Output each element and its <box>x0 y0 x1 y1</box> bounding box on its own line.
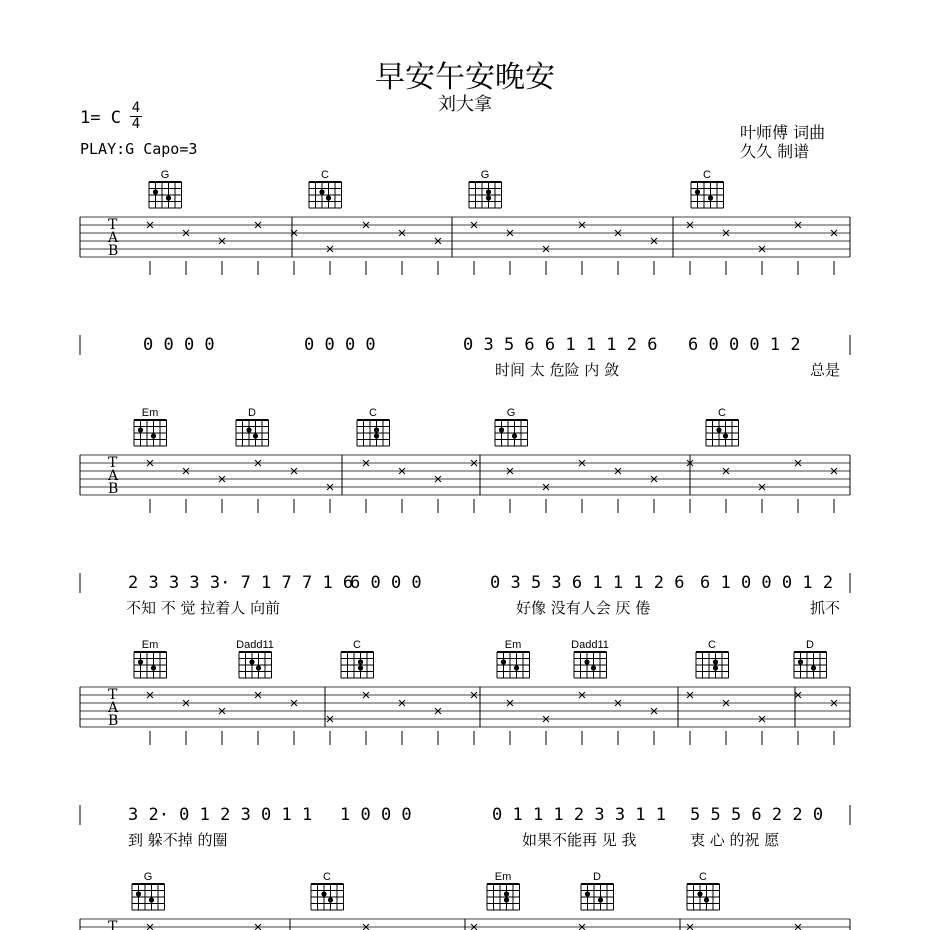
tab-clef-letter: B <box>108 481 119 497</box>
lyric-line: 不知 不 觉 拉着人 向前 <box>126 599 281 617</box>
lyric-line: 好像 没有人会 厌 倦 <box>516 599 651 617</box>
chord-finger-dot <box>321 891 326 896</box>
jianpu-notes: 6 0 0 0 <box>350 573 422 593</box>
chord-finger-dot <box>798 659 803 664</box>
jianpu-notes: 6 1 0 0 0 1 2 <box>700 573 834 593</box>
chord-name: D <box>593 871 601 883</box>
jianpu-notes: 0 3 5 6 6 1 1 1 2 6 <box>463 335 658 355</box>
jianpu-notes: 0 1 1 1 2 3 3 1 1 <box>492 805 666 825</box>
song-artist: 刘大拿 <box>438 94 492 115</box>
lyric-line: 衷 心 的祝 愿 <box>690 831 780 849</box>
jianpu-notes: 0 0 0 0 <box>143 335 215 355</box>
chord-name: D <box>248 407 256 419</box>
chord-name: C <box>703 169 711 181</box>
chord-finger-dot <box>585 891 590 896</box>
time-top: 4 <box>131 100 141 116</box>
chord-finger-dot <box>504 891 509 896</box>
transcriber-credit: 久久 制谱 <box>740 142 810 161</box>
jianpu-notes: 6 0 0 0 1 2 <box>688 335 801 355</box>
chord-finger-dot <box>584 659 589 664</box>
time-bottom: 4 <box>131 116 141 132</box>
chord-name: C <box>708 639 716 651</box>
chord-finger-dot <box>713 665 718 670</box>
chord-name: C <box>369 407 377 419</box>
chord-finger-dot <box>149 897 154 902</box>
chord-finger-dot <box>319 189 324 194</box>
chord-finger-dot <box>249 659 254 664</box>
play-capo-info: PLAY:G Capo=3 <box>80 140 198 158</box>
tab-clef-letter: T <box>108 455 118 471</box>
jianpu-notes: 0 3 5 3 6 1 1 1 2 6 <box>490 573 685 593</box>
lyric-line: 抓不 <box>810 599 841 617</box>
chord-finger-dot <box>151 433 156 438</box>
chord-finger-dot <box>326 195 331 200</box>
chord-finger-dot <box>512 433 517 438</box>
chord-name: C <box>718 407 726 419</box>
chord-finger-dot <box>713 659 718 664</box>
chord-name: D <box>806 639 814 651</box>
chord-name: Dadd11 <box>236 639 274 651</box>
chord-finger-dot <box>811 665 816 670</box>
chord-finger-dot <box>256 665 261 670</box>
tab-clef-letter: A <box>108 468 119 484</box>
chord-finger-dot <box>504 897 509 902</box>
tab-clef-letter: B <box>108 243 119 259</box>
chord-name: Em <box>141 407 159 419</box>
chord-finger-dot <box>486 195 491 200</box>
chord-name: C <box>353 639 361 651</box>
jianpu-notes: 2 3 3 3 3· 7 1 7 7 1 6 <box>128 573 354 593</box>
chord-finger-dot <box>708 195 713 200</box>
chord-finger-dot <box>723 433 728 438</box>
chord-name: C <box>699 871 707 883</box>
chord-finger-dot <box>499 427 504 432</box>
chord-finger-dot <box>598 897 603 902</box>
chord-name: G <box>480 169 490 181</box>
tab-clef-letter: T <box>108 217 118 233</box>
jianpu-notes: 5 5 5 6 2 2 0 <box>690 805 824 825</box>
jianpu-notes: 0 0 0 0 <box>304 335 376 355</box>
jianpu-notes: 1 0 0 0 <box>340 805 412 825</box>
chord-finger-dot <box>138 659 143 664</box>
chord-finger-dot <box>704 897 709 902</box>
tab-clef-letter: A <box>108 230 119 246</box>
chord-name: G <box>160 169 170 181</box>
key-signature: 1= C <box>80 108 121 128</box>
tab-clef-letter: T <box>108 687 118 703</box>
chord-name: G <box>143 871 153 883</box>
tab-clef-letter: B <box>108 713 119 729</box>
chord-name: G <box>506 407 516 419</box>
chord-name: Em <box>494 871 512 883</box>
chord-name: Em <box>504 639 522 651</box>
chord-name: Dadd11 <box>571 639 609 651</box>
chord-finger-dot <box>486 189 491 194</box>
chord-finger-dot <box>358 665 363 670</box>
chord-finger-dot <box>374 433 379 438</box>
song-title: 早安午安晚安 <box>375 60 555 95</box>
chord-finger-dot <box>136 891 141 896</box>
chord-finger-dot <box>166 195 171 200</box>
chord-finger-dot <box>591 665 596 670</box>
chord-finger-dot <box>253 433 258 438</box>
chord-finger-dot <box>716 427 721 432</box>
tab-clef-letter: A <box>108 700 119 716</box>
chord-finger-dot <box>153 189 158 194</box>
jianpu-notes: 3 2· 0 1 2 3 0 1 1 <box>128 805 313 825</box>
lyricist-composer-credit: 叶师傅 词曲 <box>740 123 826 142</box>
chord-finger-dot <box>501 659 506 664</box>
chord-name: C <box>321 169 329 181</box>
chord-finger-dot <box>358 659 363 664</box>
chord-finger-dot <box>514 665 519 670</box>
chord-finger-dot <box>138 427 143 432</box>
chord-name: Em <box>141 639 159 651</box>
chord-finger-dot <box>695 189 700 194</box>
lyric-line: 时间 太 危险 内 敛 <box>495 361 620 379</box>
chord-name: C <box>323 871 331 883</box>
tab-clef-letter: T <box>108 919 118 930</box>
chord-finger-dot <box>374 427 379 432</box>
lyric-line: 总是 <box>810 361 841 379</box>
chord-finger-dot <box>328 897 333 902</box>
chord-finger-dot <box>151 665 156 670</box>
lyric-line: 如果不能再 见 我 <box>522 831 637 849</box>
lyric-line: 到 躲不掉 的圈 <box>128 831 228 849</box>
chord-finger-dot <box>697 891 702 896</box>
chord-finger-dot <box>246 427 251 432</box>
